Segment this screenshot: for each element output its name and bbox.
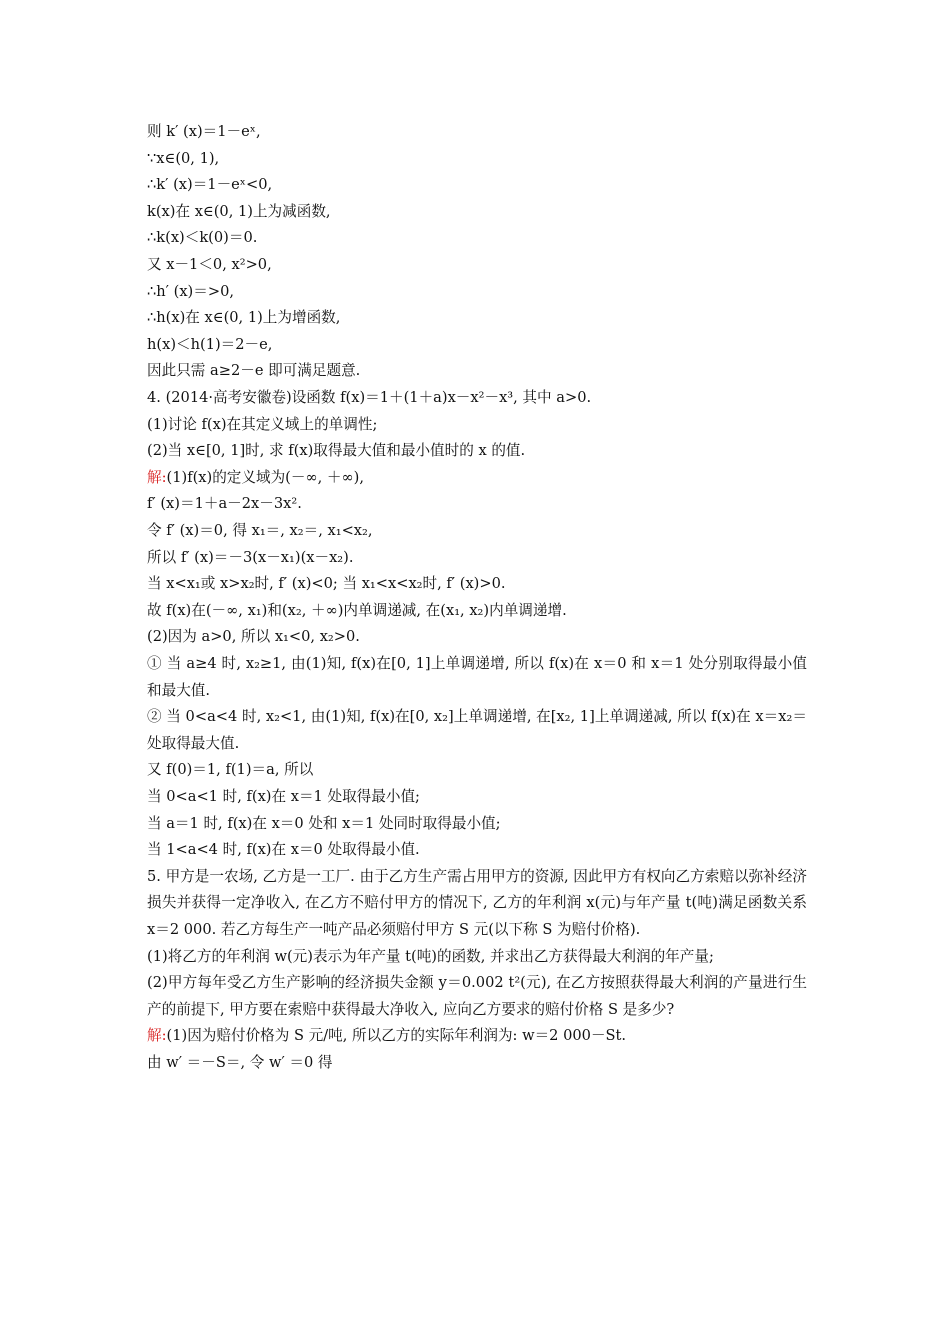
- text-line: 令 f′ (x)＝0, 得 x₁＝, x₂＝, x₁<x₂,: [147, 521, 373, 539]
- solution-text: (1)f(x)的定义域为(－∞, ＋∞),: [166, 468, 364, 486]
- text-line: 当 1<a<4 时, f(x)在 x＝0 处取得最小值.: [147, 841, 420, 859]
- problem-4-part-1: (1)讨论 f(x)在其定义域上的单调性;: [147, 415, 378, 433]
- text-line: k(x)在 x∈(0, 1)上为减函数,: [147, 202, 331, 220]
- problem-4-part-2: (2)当 x∈[0, 1]时, 求 f(x)取得最大值和最小值时的 x 的值.: [147, 442, 526, 460]
- text-line: 因此只需 a≥2－e 即可满足题意.: [147, 362, 361, 380]
- document-body: [147, 119, 807, 651]
- solution-5-start: [117, 1023, 807, 1050]
- text-line: ∵x∈(0, 1),: [147, 149, 220, 167]
- text-line: 由 w′ ＝－S＝, 令 w′ ＝0 得: [147, 1053, 333, 1071]
- text-line: ∴h(x)在 x∈(0, 1)上为增函数,: [147, 309, 341, 327]
- text-line: ∴k(x)＜k(0)＝0.: [147, 229, 258, 247]
- text-line: 所以 f′ (x)＝－3(x－x₁)(x－x₂).: [147, 548, 354, 566]
- problem-5-statement: 5. 甲方是一农场, 乙方是一工厂. 由于乙方生产需占用甲方的资源, 因此甲方有权向乙方索赔以弥补经济损失并获得一定净收入, 在乙方不赔付甲方的情况下, 乙方的年利润 x(元)与年产量 t(吨)满足函数关系 x＝2 000. 若乙方每生产一吨产品必须赔付甲方 S 元(以下称 S 为赔付价格).: [147, 867, 807, 938]
- document-body-wide: [117, 651, 807, 1077]
- problem-5-part-1: (1)将乙方的年利润 w(元)表示为年产量 t(吨)的函数, 并求出乙方获得最大利润的年产量;: [147, 947, 714, 965]
- problem-5-part-2: (2)甲方每年受乙方生产影响的经济损失金额 y＝0.002 t²(元), 在乙方按照获得最大利润的产量进行生产的前提下, 甲方要在索赔中获得最大净收入, 应向乙方要求的赔付价格 S 是多少?: [147, 974, 807, 1018]
- solution-text: (1)因为赔付价格为 S 元/吨, 所以乙方的实际年利润为: w＝2 000－St.: [166, 1027, 627, 1045]
- text-line: 又 f(0)＝1, f(1)＝a, 所以: [147, 761, 314, 779]
- text-line: 当 x<x₁或 x>x₂时, f′ (x)<0; 当 x₁<x<x₂时, f′ (x)>0.: [147, 575, 506, 593]
- solution-4-start: [147, 465, 807, 492]
- text-line: 又 x－1＜0, x²>0,: [147, 255, 272, 273]
- case-2-paragraph: ② 当 0<a<4 时, x₂<1, 由(1)知, f(x)在[0, x₂]上单调递增, 在[x₂, 1]上单调递减, 所以 f(x)在 x＝x₂＝处取得最大值.: [147, 708, 807, 752]
- text-line: ∴h′ (x)＝>0,: [147, 282, 234, 300]
- solution-label: 解:: [147, 1027, 167, 1045]
- text-line: (2)因为 a>0, 所以 x₁<0, x₂>0.: [147, 628, 360, 646]
- text-line: 当 0<a<1 时, f(x)在 x＝1 处取得最小值;: [147, 787, 420, 805]
- case-1-paragraph: ① 当 a≥4 时, x₂≥1, 由(1)知, f(x)在[0, 1]上单调递增, 所以 f(x)在 x＝0 和 x＝1 处分别取得最小值和最大值.: [147, 655, 807, 699]
- text-line: 故 f(x)在(－∞, x₁)和(x₂, ＋∞)内单调递减, 在(x₁, x₂)内单调递增.: [147, 601, 567, 619]
- text-line: ∴k′ (x)＝1－eˣ<0,: [147, 176, 273, 194]
- text-line: 当 a＝1 时, f(x)在 x＝0 处和 x＝1 处同时取得最小值;: [147, 814, 501, 832]
- text-line: 则 k′ (x)＝1－eˣ,: [147, 123, 261, 140]
- text-line: h(x)＜h(1)＝2－e,: [147, 335, 273, 353]
- solution-label: 解:: [147, 468, 167, 486]
- text-line: f′ (x)＝1＋a－2x－3x².: [147, 495, 302, 513]
- problem-4-statement: 4. (2014·高考安徽卷)设函数 f(x)＝1＋(1＋a)x－x²－x³, 其中 a>0.: [147, 388, 592, 406]
